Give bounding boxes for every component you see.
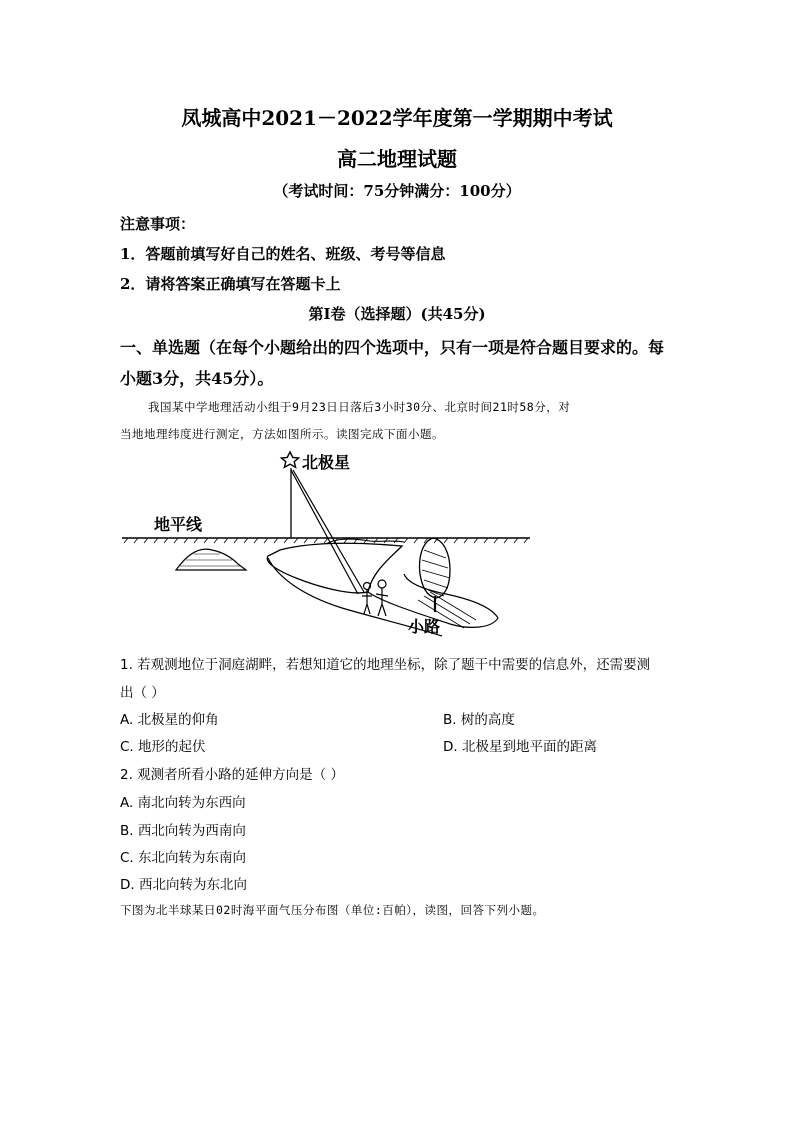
observers-icon (362, 580, 388, 616)
polaris-star-icon (281, 452, 298, 467)
option-c[interactable]: C. 地形的起伏 (120, 739, 206, 755)
part-instruction-line2: 小题3分，共45分）。 (120, 369, 274, 388)
option-d[interactable]: D. 北极星到地平面的距离 (443, 739, 597, 755)
passage2: 下图为北半球某日02时海平面气压分布图（单位:百帕），读图，回答下列小题。 (120, 903, 545, 917)
option-c[interactable]: C. 东北向转为东南向 (120, 850, 247, 866)
option-a[interactable]: A. 南北向转为东西向 (120, 795, 246, 811)
exam-title: 凤城高中2021－2022学年度第一学期期中考试 (181, 106, 613, 130)
part-instruction-line1: 一、单选题（在每个小题给出的四个选项中，只有一项是符合题目要求的。每 (120, 338, 665, 357)
latitude-measurement-figure (120, 446, 540, 642)
option-a[interactable]: A. 北极星的仰角 (120, 712, 219, 728)
option-b[interactable]: B. 西北向转为西南向 (120, 823, 246, 839)
option-d[interactable]: D. 西北向转为东北向 (120, 877, 247, 893)
path-label: 小路 (408, 617, 441, 636)
passage1-line2: 当地地理纬度进行测定，方法如图所示。读图完成下面小题。 (120, 427, 444, 441)
exam-subtitle: 高二地理试题 (337, 147, 457, 171)
option-b[interactable]: B. 树的高度 (443, 712, 515, 728)
polaris-label: 北极星 (302, 453, 351, 472)
sight-lines (291, 470, 364, 594)
question-1-stem-line1: 1. 若观测地位于洞庭湖畔，若想知道它的地理坐标，除了题干中需要的信息外，还需要测 (120, 657, 651, 673)
horizon-line (122, 538, 530, 543)
distant-hill (176, 549, 246, 570)
tree-icon (420, 538, 450, 612)
question-2-stem: 2. 观测者所看小路的延伸方向是（ ） (120, 767, 344, 783)
exam-info: （考试时间：75分钟满分：100分） (273, 182, 521, 200)
section-title: 第I卷（选择题）(共45分) (308, 305, 486, 323)
passage1-line1: 我国某中学地理活动小组于9月23日日落后3小时30分、北京时间21时58分，对 (148, 400, 571, 414)
note-item: 1．答题前填写好自己的姓名、班级、考号等信息 (120, 245, 446, 263)
notes-heading: 注意事项： (120, 215, 196, 233)
horizon-label: 地平线 (154, 515, 203, 534)
note-item: 2．请将答案正确填写在答题卡上 (120, 275, 341, 293)
question-1-stem-line2: 出（ ） (120, 685, 165, 701)
